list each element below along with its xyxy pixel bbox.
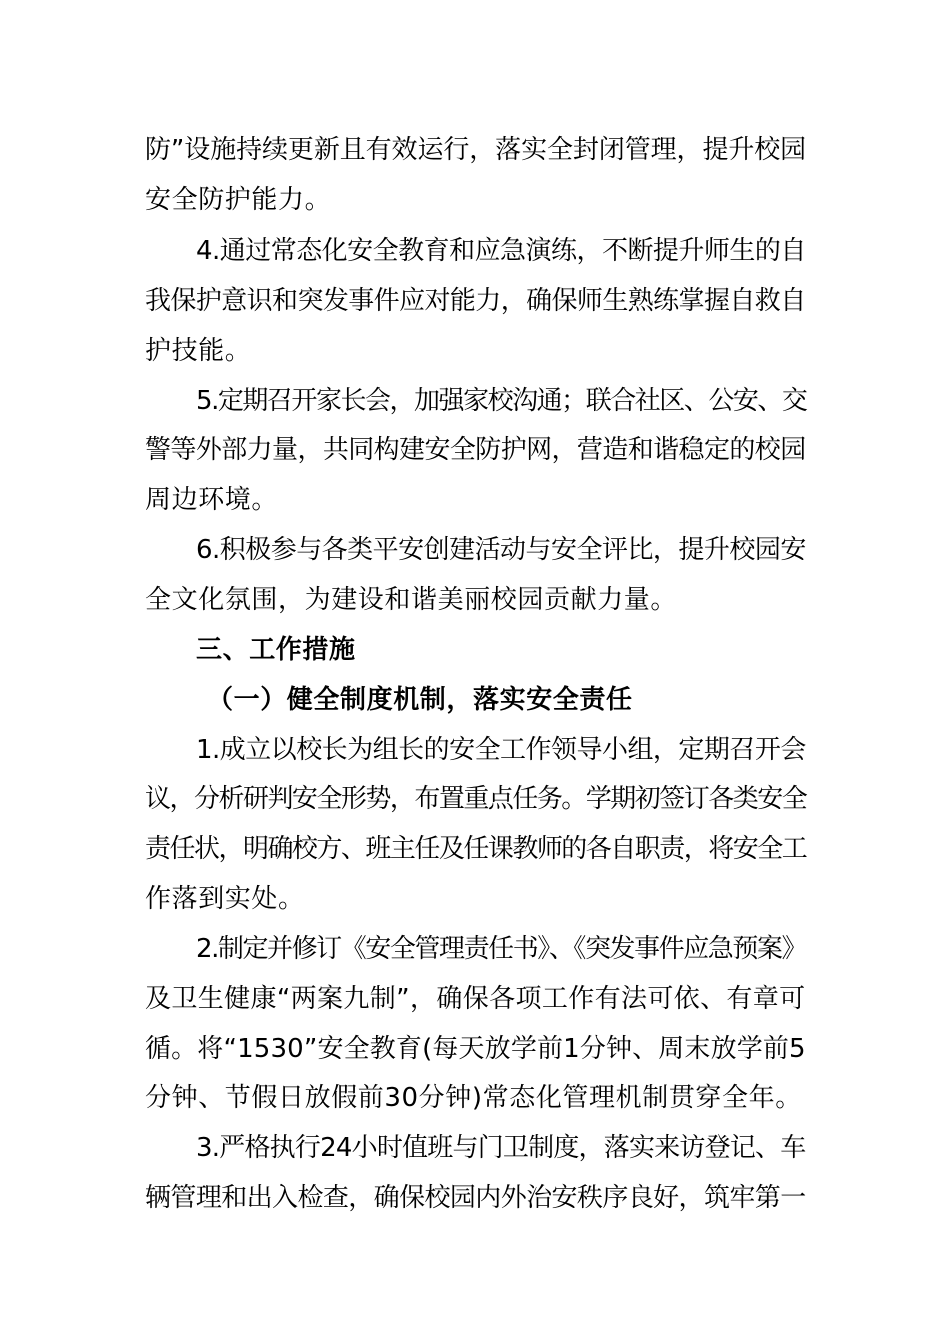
body-line: 4.通过常态化安全教育和应急演练，不断提升师生的自 [196,236,806,266]
body-line: 循。将“1530”安全教育(每天放学前1分钟、周末放学前5 [145,1034,806,1064]
subsection-heading: （一）健全制度机制，落实安全责任 [207,685,633,715]
body-line: 全文化氛围，为建设和谐美丽校园贡献力量。 [145,585,678,615]
body-line: 护技能。 [145,336,252,366]
body-line: 5.定期召开家长会，加强家校沟通；联合社区、公安、交 [196,386,807,416]
body-line: 安全防护能力。 [145,185,332,215]
body-line: 周边环境。 [145,485,279,515]
body-line: 及卫生健康“两案九制”，确保各项工作有法可依、有章可 [145,984,806,1014]
body-line: 1.成立以校长为组长的安全工作领导小组，定期召开会 [196,735,806,765]
body-line: 3.严格执行24小时值班与门卫制度，落实来访登记、车 [196,1133,806,1163]
body-line: 分钟、节假日放假前30分钟)常态化管理机制贯穿全年。 [145,1083,802,1113]
body-line: 防”设施持续更新且有效运行，落实全封闭管理，提升校园 [145,135,807,165]
body-line: 责任状，明确校方、班主任及任课教师的各自职责，将安全工 [145,834,807,864]
body-line: 作落到实处。 [145,884,305,914]
body-line: 2.制定并修订《安全管理责任书》、《突发事件应急预案》 [196,934,807,964]
body-line: 警等外部力量，共同构建安全防护网，营造和谐稳定的校园 [145,435,806,465]
section-heading: 三、工作措施 [196,635,356,665]
body-line: 辆管理和出入检查，确保校园内外治安秩序良好，筑牢第一 [145,1183,806,1213]
body-line: 6.积极参与各类平安创建活动与安全评比，提升校园安 [196,535,806,565]
body-line: 议，分析研判安全形势，布置重点任务。学期初签订各类安全 [145,784,807,814]
body-line: 我保护意识和突发事件应对能力，确保师生熟练掌握自救自 [145,286,806,316]
